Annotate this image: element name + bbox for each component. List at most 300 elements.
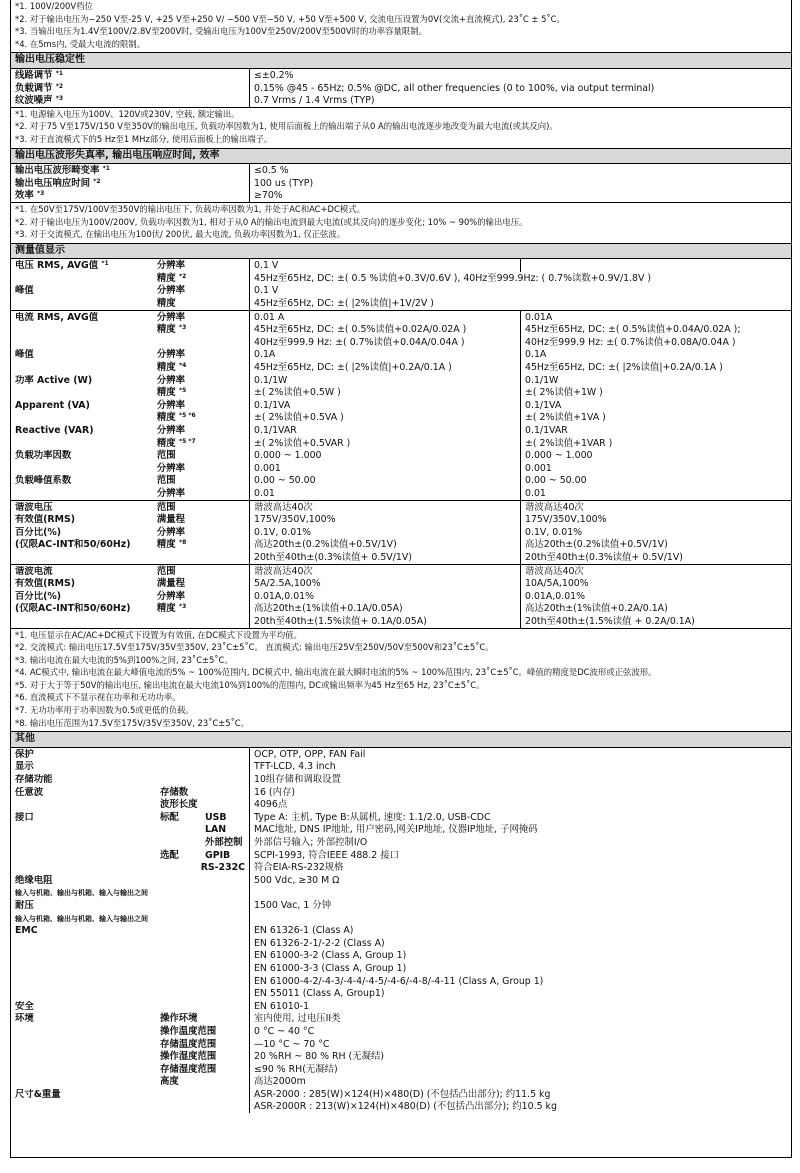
- label-grid: [15, 475, 245, 487]
- measurement-value: 高达20th±(0.2%读值+0.5V/1V): [254, 539, 397, 551]
- footnote-mark: *1: [101, 260, 109, 268]
- measurement-value-alt: 0.00 ~ 50.00: [520, 474, 791, 487]
- other-value: 0 °C ~ 40 °C: [254, 1025, 315, 1037]
- attr-text: 分辨率: [156, 462, 186, 474]
- measurement-row: [11, 513, 791, 526]
- measurement-row: [11, 615, 791, 628]
- item-sub: RS-232C: [200, 862, 245, 874]
- label-grid: [15, 488, 245, 500]
- measurement-value-alt: 高达20th±(0.2%读值+0.5V/1V): [520, 538, 791, 551]
- param-attr: [157, 273, 245, 285]
- measurement-row: [11, 386, 791, 399]
- param-text: 功率 Active (W): [15, 374, 93, 386]
- other-row: [11, 1038, 791, 1051]
- param-name: [15, 450, 157, 462]
- other-value: EN 61326-1 (Class A): [254, 925, 354, 937]
- item-sub: [205, 1039, 245, 1051]
- measurement-label: [11, 462, 250, 475]
- measurement-row: [11, 449, 791, 462]
- other-row: [11, 1100, 791, 1113]
- other-label: [11, 886, 250, 899]
- label-grid: [15, 502, 245, 514]
- other-value: TFT-LCD, 4.3 inch: [254, 761, 336, 773]
- spec-label-text: 效率: [15, 190, 34, 202]
- item-sub: [205, 1076, 245, 1088]
- measurement-value-alt: 45Hz至65Hz, DC: ±( 0.5%读值+0.04A/0.02A );: [520, 323, 791, 336]
- param-attr: [157, 285, 245, 297]
- param-attr: [157, 375, 245, 387]
- stability-notes: [11, 108, 791, 148]
- measurement-value: 20th至40th±(0.3%读值+ 0.5V/1V): [254, 551, 412, 563]
- item-group: 存储数: [160, 786, 189, 798]
- label-grid: [15, 450, 245, 462]
- other-label: [11, 962, 250, 975]
- measurement-value-alt: 20th至40th±(1.5%读值 + 0.2A/0.1A): [520, 615, 791, 628]
- other-value: EN 55011 (Class A, Group1): [254, 988, 385, 1000]
- measurement-row: [11, 462, 791, 475]
- measurement-value: 0.1 V: [254, 260, 279, 272]
- item-name: 存储功能: [15, 774, 53, 786]
- measurement-value-alt: 0.01A: [520, 311, 791, 324]
- item-group: 操作温度范围: [160, 1025, 217, 1037]
- measurement-value-alt: 0.001: [520, 462, 791, 475]
- other-value: 16 (内存): [254, 786, 295, 798]
- attr-text: 分辨率: [156, 285, 186, 297]
- measurement-value: 45Hz至65Hz, DC: ±( 0.5%读值+0.02A/0.02A ): [254, 324, 467, 336]
- measurement-row: [11, 487, 791, 500]
- measurement-label: [11, 411, 250, 424]
- spec-label: [11, 94, 250, 107]
- other-row: [11, 1050, 791, 1063]
- param-name: [15, 273, 157, 285]
- attr-text: 精度: [156, 324, 176, 336]
- item-group: [160, 774, 205, 786]
- param-attr: [157, 438, 245, 450]
- other-value: OCP, OTP, OPP, FAN Fail: [254, 748, 366, 760]
- label-grid: [15, 900, 245, 912]
- label-grid: [15, 527, 245, 539]
- item-sub: LAN: [205, 824, 227, 836]
- param-text: 负载峰值系数: [15, 475, 72, 487]
- other-value: —10 °C ~ 70 °C: [254, 1038, 330, 1050]
- measurement-row: [11, 551, 791, 564]
- measurement-value: 45Hz至65Hz, DC: ±( 0.5 %读值+0.3V/0.6V ), 40Hz至999.9Hz: ( 0.7%读数+0.9V/1.8V ): [254, 272, 652, 284]
- param-attr: [157, 362, 245, 374]
- note-line: *2. 对于75 V至175V/150 V至350V的输出电压, 负载功率因数为1, 使用后面板上的输出端子从0 A的输出电流逐步地改变为最大电流(或其反向)。: [15, 121, 558, 132]
- param-attr: [157, 324, 245, 336]
- label-grid: [15, 425, 245, 437]
- other-label: [11, 949, 250, 962]
- other-rows: [11, 748, 791, 1113]
- item-name: 保护: [15, 748, 34, 760]
- attr-text: 范围: [156, 501, 176, 513]
- measurement-value-alt: ±( 2%读值+1VA ): [520, 411, 791, 424]
- param-attr: [157, 591, 245, 603]
- attr-text: 范围: [156, 565, 176, 577]
- param-name: [15, 566, 157, 578]
- param-name: [15, 591, 157, 603]
- footnote-mark: *1: [55, 69, 64, 77]
- param-name: [15, 527, 157, 539]
- measurement-value: 0.001: [254, 462, 281, 474]
- param-attr: [157, 463, 245, 475]
- measurement-value-alt: 高达20th±(1%读值+0.2A/0.1A): [520, 602, 791, 615]
- other-value: 符合EIA-RS-232规格: [254, 862, 344, 874]
- measurement-row: [11, 323, 791, 336]
- label-grid: [15, 324, 245, 336]
- other-label: [11, 874, 250, 887]
- attr-text: 精度: [156, 272, 176, 284]
- measurement-row: [11, 297, 791, 310]
- measurement-label: [11, 361, 250, 374]
- other-label: [11, 836, 250, 849]
- item-group: 波形长度: [160, 799, 198, 811]
- other-label: [11, 987, 250, 1000]
- param-text: 谐波电流: [15, 565, 53, 577]
- param-text: 峰值: [15, 285, 34, 297]
- param-name: [15, 285, 157, 297]
- note-line: *3. 输出电流在最大电流的5%到100%之间, 23˚C±5˚C。: [15, 654, 233, 665]
- other-value: EN 61000-3-2 (Class A, Group 1): [254, 950, 407, 962]
- other-value: 高达2000m: [254, 1076, 306, 1088]
- label-grid: [15, 850, 245, 862]
- measurement-row: [11, 361, 791, 374]
- item-group: [160, 1001, 205, 1013]
- item-group: [160, 824, 205, 836]
- other-label: [11, 748, 250, 761]
- item-name: 绝缘电阻: [15, 874, 53, 886]
- measurement-value: 0.1A: [254, 349, 276, 361]
- param-attr: [157, 603, 245, 615]
- param-name: [15, 387, 157, 399]
- note-line: *2. 对于输出电压为100V/200V, 负载功率因数为1, 相对于从0 A的输出电流到最大电流(或其反向)的逐步变化; 10% ~ 90%的输出电压。: [15, 216, 528, 227]
- attr-text: 分辨率: [156, 526, 186, 538]
- param-text: (仅限AC-INT和50/60Hz): [15, 539, 131, 551]
- footnote-mark: *3: [37, 190, 45, 198]
- note-line: *1. 电源输入电压为100V、120V或230V, 空载, 额定输出。: [15, 108, 240, 119]
- item-sub: [205, 1089, 245, 1101]
- spec-value: 0.7 Vrms / 1.4 Vrms (TYP): [254, 95, 375, 107]
- item-sub: [205, 787, 245, 799]
- other-label: [11, 811, 250, 824]
- item-name: [15, 824, 160, 836]
- label-grid: [15, 298, 245, 310]
- item-sub: [205, 900, 245, 912]
- spec-label: [11, 177, 250, 190]
- param-attr: [157, 425, 245, 437]
- param-text: 谐波电压: [15, 501, 53, 513]
- spec-row: [11, 94, 791, 107]
- footnote-mark: *5 *7: [178, 437, 196, 445]
- measurement-label: [11, 284, 250, 297]
- measurement-row: [11, 590, 791, 603]
- attr-text: 精度: [156, 362, 176, 374]
- label-grid: [15, 925, 245, 937]
- label-grid: [15, 1076, 245, 1088]
- other-value: SCPI-1993, 符合IEEE 488.2 接口: [254, 849, 399, 861]
- measurement-title: 测量值显示: [11, 244, 791, 260]
- measurement-label: [11, 399, 250, 412]
- label-grid: [15, 1013, 245, 1025]
- measurement-row: [11, 565, 791, 578]
- item-sub: [205, 1064, 245, 1076]
- measurement-value-alt: 0.1V, 0.01%: [520, 526, 791, 539]
- item-group: [160, 925, 205, 937]
- other-label: [11, 760, 250, 773]
- other-value: 室内使用, 过电压II类: [254, 1013, 341, 1025]
- distortion-title: 输出电压波形失真率, 输出电压响应时间, 效率: [11, 149, 791, 165]
- attr-text: 满量程: [156, 514, 186, 526]
- item-name: 尺寸&重量: [15, 1088, 61, 1100]
- param-attr: [157, 260, 245, 272]
- other-label: [11, 1025, 250, 1038]
- measurement-value-alt: 40Hz至999.9 Hz: ±( 0.7%读值+0.08A/0.04A ): [520, 336, 791, 349]
- other-section: [11, 731, 791, 1113]
- spec-value: 100 us (TYP): [254, 177, 314, 189]
- other-row: [11, 886, 791, 899]
- other-value: 4096点: [254, 799, 288, 811]
- measurement-section: [11, 243, 791, 732]
- other-row: [11, 823, 791, 836]
- other-label: [11, 1100, 250, 1113]
- measurement-value-alt: [520, 259, 791, 272]
- other-label: [11, 1038, 250, 1051]
- attr-text: 范围: [156, 475, 176, 487]
- footnote-mark: *1: [102, 165, 110, 173]
- other-label: [11, 861, 250, 874]
- param-attr: [157, 566, 245, 578]
- other-value: 外部信号输入; 外部控制I/O: [254, 837, 368, 848]
- footnote-mark: *4: [178, 362, 187, 370]
- item-sub: [205, 774, 245, 786]
- label-grid: [15, 1051, 245, 1063]
- attr-text: 分辨率: [156, 349, 186, 361]
- item-group: [160, 749, 205, 761]
- measurement-label: [11, 311, 250, 324]
- other-value: Type A: 主机, Type B:从属机, 速度: 1.1/2.0, USB-CDC: [254, 811, 491, 823]
- param-text: 百分比(%): [15, 526, 62, 538]
- measurement-value: 谐波高达40次: [254, 501, 313, 513]
- item-name: 安全: [15, 1000, 34, 1012]
- attr-text: 分辨率: [156, 374, 186, 386]
- measurement-value-alt: 谐波高达40次: [520, 565, 791, 578]
- label-grid: [15, 375, 245, 387]
- label-grid: [15, 887, 245, 899]
- measurement-value-alt: 45Hz至65Hz, DC: ±( |2%读值|+0.2A/0.1A ): [520, 361, 791, 374]
- other-value: EN 61000-3-3 (Class A, Group 1): [254, 962, 407, 974]
- param-name: [15, 475, 157, 487]
- item-name: 接口: [15, 811, 34, 823]
- label-grid: [15, 799, 245, 811]
- measurement-label: [11, 538, 250, 551]
- other-label: [11, 899, 250, 912]
- label-grid: [15, 875, 245, 887]
- label-grid: [15, 787, 245, 799]
- other-label: [11, 937, 250, 950]
- stability-title: 输出电压稳定性: [11, 53, 791, 69]
- other-row: [11, 899, 791, 912]
- param-text: 有效值(RMS): [15, 514, 75, 526]
- param-text: Reactive (VAR): [15, 425, 94, 436]
- item-group: [157, 862, 201, 874]
- item-sub: 外部控制: [205, 837, 243, 848]
- other-row: [11, 861, 791, 874]
- spec-row: [11, 177, 791, 190]
- label-grid: [15, 285, 245, 297]
- param-name: [15, 502, 157, 514]
- attr-text: 分辨率: [156, 399, 186, 411]
- param-name: [15, 362, 157, 374]
- param-name: [15, 488, 157, 500]
- measurement-value: ±( 2%读值+0.5VAR ): [254, 437, 351, 449]
- label-grid: [15, 761, 245, 773]
- item-name: 输入与机箱、输出与机箱、输入与输出之间: [15, 889, 148, 898]
- measurement-value: 0.1 V: [254, 285, 279, 297]
- param-text: 峰值: [15, 349, 34, 361]
- other-label: [11, 1063, 250, 1076]
- param-name: [15, 375, 157, 387]
- attr-text: 范围: [156, 450, 176, 462]
- param-name: [15, 578, 157, 590]
- other-label: [11, 975, 250, 988]
- note-line: *4. 在5ms内, 受最大电流的限制。: [15, 38, 146, 49]
- item-sub: [205, 749, 245, 761]
- param-attr: [157, 514, 245, 526]
- other-row: [11, 1025, 791, 1038]
- param-attr: [157, 488, 245, 500]
- measurement-value-alt: ±( 2%读值+1VAR ): [520, 437, 791, 450]
- measurement-value-alt: 0.01A,0.01%: [520, 590, 791, 603]
- item-name: [15, 1051, 160, 1063]
- other-row: [11, 773, 791, 786]
- spec-row: [11, 82, 791, 95]
- param-attr: [157, 578, 245, 590]
- label-grid: [15, 387, 245, 399]
- note-line: *1. 电压显示在AC/AC+DC模式下设置为有效值, 在DC模式下设置为平均值。: [15, 629, 302, 640]
- param-text: 电压 RMS, AVG值: [15, 260, 99, 272]
- other-value: MAC地址, DNS IP地址, 用户密码,网关IP地址, 仪器IP地址, 子网掩码: [254, 824, 538, 836]
- footnote-mark: *3: [55, 95, 64, 103]
- measurement-row: [11, 374, 791, 387]
- item-sub: [205, 1013, 245, 1025]
- other-row: [11, 874, 791, 887]
- spec-label: [11, 189, 250, 202]
- attr-text: 精度: [156, 603, 176, 615]
- footnote-mark: *3: [178, 603, 187, 611]
- spec-label-text: 纹波噪声: [15, 95, 53, 107]
- measurement-row: [11, 437, 791, 450]
- measurement-row: [11, 284, 791, 297]
- other-row: [11, 949, 791, 962]
- measurement-value-alt: 0.000 ~ 1.000: [520, 449, 791, 462]
- other-row: [11, 1088, 791, 1101]
- other-label: [11, 1000, 250, 1013]
- other-value: ASR-2000R : 213(W)×124(H)×480(D) (不包括凸出部分); 约10.5 kg: [254, 1101, 557, 1113]
- param-text: 有效值(RMS): [15, 578, 75, 590]
- note-line: *1. 100V/200V档位: [15, 1, 93, 11]
- spec-row: [11, 164, 791, 177]
- distortion-notes: [11, 203, 791, 243]
- footnote-mark: *8: [178, 539, 187, 547]
- other-value: 10组存储和调取设置: [254, 774, 341, 786]
- other-label: [11, 798, 250, 811]
- spec-sheet: [10, 0, 792, 1158]
- label-grid: [15, 824, 245, 836]
- note-line: *1. 在50V至175V/100V至350V的输出电压下, 负载功率因数为1, 并处于AC和AC+DC模式。: [15, 203, 365, 214]
- attr-text: 分辨率: [156, 590, 186, 602]
- other-title: 其他: [11, 732, 791, 748]
- spec-label-text: 输出电压响应时间: [15, 177, 91, 189]
- measurement-value-alt: 175V/350V,100%: [520, 513, 791, 526]
- param-attr: [157, 400, 245, 412]
- measurement-notes: [11, 629, 791, 732]
- note-line: *3. 对于直流模式下的5 Hz至1 MHz部分, 使用后面板上的输出端子。: [15, 133, 273, 144]
- item-sub: [205, 1026, 245, 1038]
- attr-text: 精度: [156, 412, 176, 424]
- measurement-label: [11, 374, 250, 387]
- measurement-label: [11, 386, 250, 399]
- other-label: [11, 823, 250, 836]
- item-name: [15, 1076, 160, 1088]
- measurement-row: [11, 602, 791, 615]
- measurement-value-alt: 谐波高达40次: [520, 501, 791, 514]
- other-row: [11, 1012, 791, 1025]
- other-value: EN 61010-1: [254, 1000, 310, 1012]
- param-attr: [157, 450, 245, 462]
- measurement-label: [11, 449, 250, 462]
- item-name: [15, 837, 160, 849]
- item-sub: [205, 799, 245, 811]
- measurement-label: [11, 348, 250, 361]
- measurement-label: [11, 602, 250, 615]
- measurement-value: 0.000 ~ 1.000: [254, 450, 322, 462]
- param-name: [15, 260, 157, 272]
- measurement-label: [11, 551, 250, 564]
- other-row: [11, 924, 791, 937]
- stability-section: [11, 52, 791, 147]
- param-name: [15, 349, 157, 361]
- label-grid: [15, 349, 245, 361]
- item-group: 存储湿度范围: [160, 1063, 217, 1075]
- item-sub: GPIB: [205, 849, 231, 861]
- item-group: [160, 875, 205, 887]
- spec-label: [11, 82, 250, 95]
- note-line: *7. 无功功率用于功率因数为0.5或更低的负载。: [15, 705, 194, 716]
- measurement-row: [11, 399, 791, 412]
- attr-text: 分辨率: [156, 487, 186, 499]
- measurement-row: [11, 501, 791, 514]
- measurement-value-alt: 0.01: [520, 487, 791, 500]
- measurement-row: [11, 336, 791, 349]
- param-attr: [157, 298, 245, 310]
- measurement-value-alt: ±( 2%读值+1W ): [520, 386, 791, 399]
- measurement-row: [11, 538, 791, 551]
- param-name: [15, 514, 157, 526]
- attr-text: 分辨率: [156, 311, 186, 323]
- param-text: (仅限AC-INT和50/60Hz): [15, 603, 131, 615]
- item-group: [160, 900, 205, 912]
- note-line: *4. AC模式中, 输出电流在最大峰值电流的5% ~ 100%范围内, DC模式中, 输出电流在最大瞬时电流的5% ~ 100%范围内, 23˚C±5˚C。峰值的精度是DC波形或正弦波形。: [15, 667, 657, 678]
- item-name: [15, 850, 160, 862]
- spec-label: [11, 164, 250, 177]
- footnote-mark: *2: [178, 272, 187, 280]
- measurement-value: 0.1V, 0.01%: [254, 526, 312, 538]
- note-line: *6. 直流模式下不显示视在功率和无功功率。: [15, 692, 181, 703]
- note-line: *5. 对于大于等于50V的输出电压, 输出电流在最大电流10%到100%的范围内, DC或输出频率为45 Hz至65 Hz, 23˚C±5˚C。: [15, 679, 485, 690]
- param-text: 百分比(%): [15, 590, 62, 602]
- label-grid: [15, 749, 245, 761]
- footnote-mark: *5: [178, 387, 187, 395]
